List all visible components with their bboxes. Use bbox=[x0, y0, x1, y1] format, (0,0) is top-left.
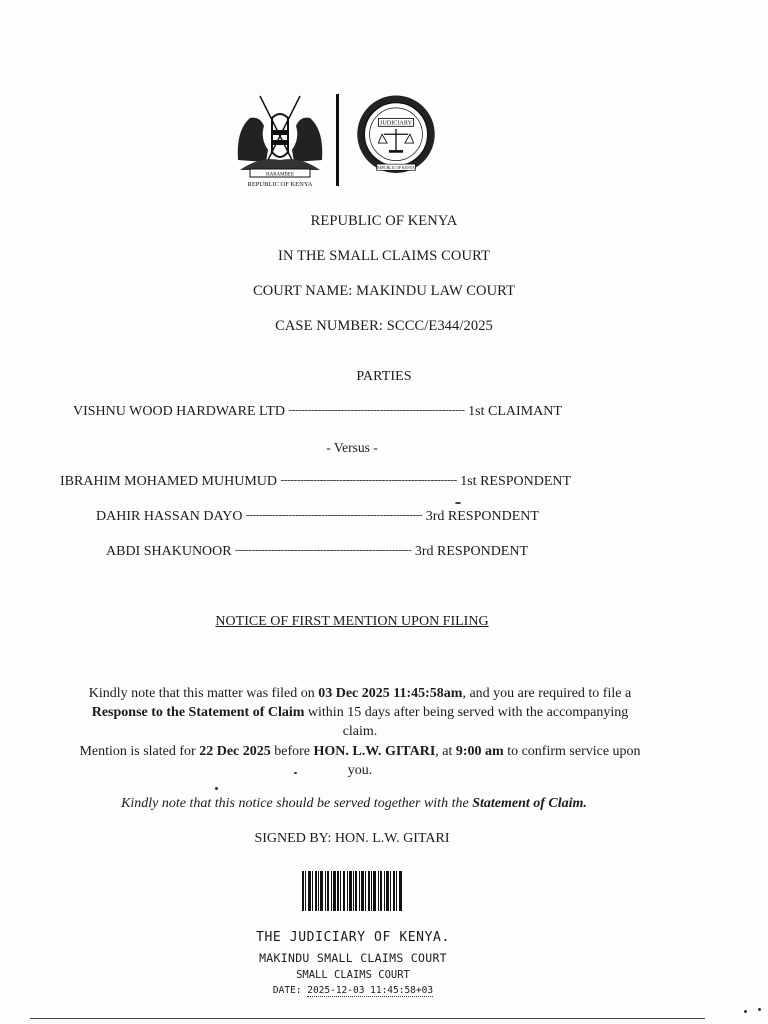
footer-division: SMALL CLAIMS COURT bbox=[296, 969, 410, 981]
notice-text: before bbox=[270, 744, 314, 759]
footer-date-value: 2025-12-03 11:45:58+03 bbox=[307, 985, 434, 996]
party-dashes: ------------------------------------------------------ bbox=[280, 474, 457, 486]
footer-date bbox=[0, 985, 706, 996]
scan-speck bbox=[455, 502, 461, 504]
header-court: IN THE SMALL CLAIMS COURT bbox=[278, 248, 490, 264]
statement-of-claim: Statement of Claim. bbox=[472, 796, 587, 811]
judge-name: HON. L.W. GITARI bbox=[313, 744, 436, 759]
notice-text: , and you are required to file a bbox=[462, 686, 632, 701]
judiciary-seal-icon bbox=[352, 92, 440, 180]
notice-paragraph-2 bbox=[30, 742, 690, 780]
party-name: VISHNU WOOD HARDWARE LTD bbox=[73, 404, 285, 419]
signed-by: SIGNED BY: HON. L.W. GITARI bbox=[254, 831, 450, 846]
header-republic: REPUBLIC OF KENYA bbox=[310, 213, 458, 229]
coat-of-arms-icon bbox=[230, 90, 330, 190]
party-role: 3rd RESPONDENT bbox=[425, 509, 539, 524]
bottom-rule bbox=[30, 1018, 705, 1019]
party-name: IBRAHIM MOHAMED MUHUMUD bbox=[60, 474, 278, 489]
barcode-icon bbox=[302, 871, 402, 911]
party-role: 1st RESPONDENT bbox=[460, 474, 572, 489]
notice-text: within 15 days after being served with the accompanying bbox=[304, 705, 629, 720]
notice-text: Mention is slated for bbox=[79, 744, 200, 759]
mention-date: 22 Dec 2025 bbox=[199, 744, 271, 759]
scan-speck bbox=[758, 1008, 761, 1011]
notice-text: , at bbox=[435, 744, 456, 759]
footer-court: MAKINDU SMALL CLAIMS COURT bbox=[259, 951, 447, 965]
footer-date-label: DATE: bbox=[272, 985, 308, 996]
scan-speck bbox=[215, 787, 218, 790]
notice-title: NOTICE OF FIRST MENTION UPON FILING bbox=[215, 614, 489, 629]
note-text: Kindly note that this notice should be served together with the bbox=[121, 796, 473, 811]
party-role: 1st CLAIMANT bbox=[468, 404, 562, 419]
response-requirement: Response to the Statement of Claim bbox=[91, 705, 305, 720]
coat-banner-text: HARAMBEE bbox=[265, 172, 295, 178]
notice-text: to confirm service upon bbox=[503, 744, 641, 759]
party-name: ABDI SHAKUNOOR bbox=[106, 544, 232, 559]
logo-divider bbox=[336, 94, 339, 186]
notice-text: you. bbox=[347, 763, 373, 778]
header-case-number: CASE NUMBER: SCCC/E344/2025 bbox=[275, 318, 493, 334]
seal-caption: REPUBLIC OF KENYA bbox=[377, 166, 415, 170]
party-dashes: ------------------------------------------------------ bbox=[235, 544, 412, 556]
party-respondent-1 bbox=[60, 474, 571, 490]
party-dashes: ------------------------------------------------------ bbox=[288, 404, 465, 416]
coat-caption: REPUBLIC OF KENYA bbox=[247, 181, 313, 188]
party-respondent-3 bbox=[106, 544, 528, 560]
party-name: DAHIR HASSAN DAYO bbox=[96, 509, 243, 524]
footer-judiciary: THE JUDICIARY OF KENYA. bbox=[256, 930, 450, 945]
scan-speck bbox=[744, 1010, 747, 1013]
filed-date: 03 Dec 2025 11:45:58am bbox=[318, 686, 463, 701]
notice-text: claim. bbox=[342, 724, 378, 739]
party-respondent-2 bbox=[96, 509, 539, 525]
party-role: 3rd RESPONDENT bbox=[414, 544, 529, 559]
header-logos bbox=[230, 90, 450, 190]
header-court-name: COURT NAME: MAKINDU LAW COURT bbox=[252, 283, 516, 299]
notice-text: Kindly note that this matter was filed on bbox=[88, 686, 319, 701]
versus-label: - Versus - bbox=[326, 440, 378, 455]
notice-paragraph-1 bbox=[30, 684, 690, 741]
party-claimant bbox=[73, 404, 562, 420]
mention-time: 9:00 am bbox=[455, 744, 504, 759]
party-dashes: ------------------------------------------------------ bbox=[246, 509, 423, 521]
scan-speck bbox=[294, 772, 297, 774]
parties-heading: PARTIES bbox=[356, 369, 412, 384]
seal-text: JUDICIARY bbox=[379, 120, 413, 127]
service-note bbox=[0, 796, 738, 812]
